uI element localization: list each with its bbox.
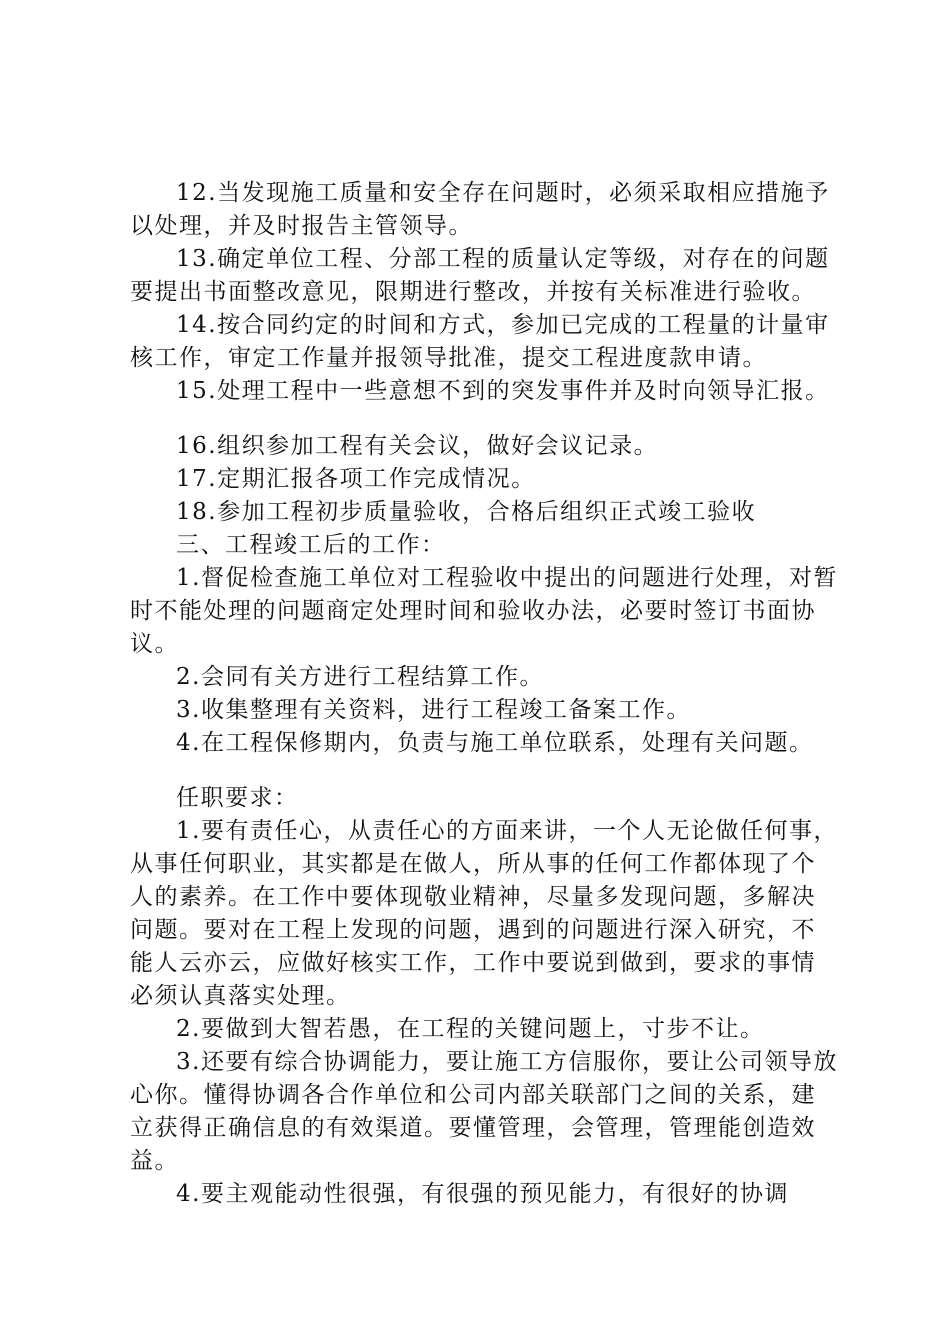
paragraph-item-13: 13.确定单位工程、分部工程的质量认定等级，对存在的问题要提出书面整改意见，限期进行整改，并按有关标准进行验收。 (130, 246, 830, 305)
completion-item-1: 1.督促检查施工单位对工程验收中提出的问题进行处理，对暂时不能处理的问题商定处理时间和验收办法，必要时签订书面协议。 (130, 565, 838, 657)
requirement-item-1: 1.要有责任心，从责任心的方面来讲，一个人无论做任何事，从事任何职业，其实都是在做人，所从事的任何工作都体现了个人的素养。在工作中要体现敬业精神，尽量多发现问题，多解决问题。要对在工程上发现的问题，遇到的问题进行深入研究，不能人云亦云，应做好核实工作，工作中要说到做到，要求的事情必须认真落实处理。 (130, 818, 838, 1009)
paragraph-item-12: 12.当发现施工质量和安全存在问题时，必须采取相应措施予以处理，并及时报告主管领导。 (130, 180, 830, 239)
paragraph-item-18: 18.参加工程初步质量验收，合格后组织正式竣工验收 (176, 499, 757, 525)
requirement-item-2: 2.要做到大智若愚，在工程的关键问题上，寸步不让。 (176, 1016, 765, 1042)
section-heading-requirements: 任职要求： (176, 785, 299, 811)
completion-item-3: 3.收集整理有关资料，进行工程竣工备案工作。 (176, 697, 691, 723)
completion-item-4: 4.在工程保修期内，负责与施工单位联系，处理有关问题。 (176, 730, 814, 756)
completion-item-2: 2.会同有关方进行工程结算工作。 (176, 664, 544, 690)
requirement-item-4: 4.要主观能动性很强，有很强的预见能力，有很好的协调 (176, 1181, 789, 1207)
paragraph-item-17: 17.定期汇报各项工作完成情况。 (176, 466, 536, 492)
paragraph-item-16: 16.组织参加工程有关会议，做好会议记录。 (176, 433, 659, 459)
paragraph-item-14: 14.按合同约定的时间和方式，参加已完成的工程量的计量审核工作，审定工作量并报领导批准，提交工程进度款申请。 (130, 312, 830, 371)
requirement-item-3: 3.还要有综合协调能力，要让施工方信服你，要让公司领导放心你。懂得协调各合作单位和公司内部关联部门之间的关系，建立获得正确信息的有效渠道。要懂管理，会管理，管理能创造效益。 (130, 1049, 838, 1174)
paragraph-item-15: 15.处理工程中一些意想不到的突发事件并及时向领导汇报。 (176, 378, 830, 404)
section-heading-completion: 三、工程竣工后的工作： (176, 532, 446, 558)
document-body (130, 177, 840, 1211)
